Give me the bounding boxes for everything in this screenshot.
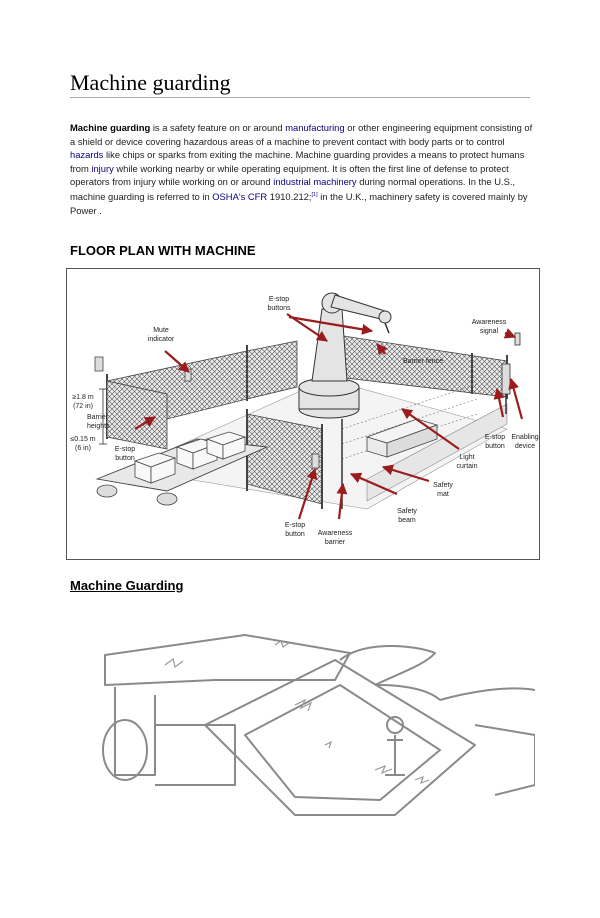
page-title: Machine guarding: [70, 70, 231, 95]
label-safety-mat: Safety: [433, 482, 453, 489]
label-awareness-signal-2: signal: [479, 328, 499, 335]
label-light-curtain: Light: [459, 454, 475, 461]
label-height-high: ≥1.8 m: [72, 394, 94, 401]
label-enabling-device-2: device: [514, 443, 536, 450]
machine-guarding-heading: Machine Guarding: [70, 578, 184, 593]
label-mute-indicator-2: indicator: [147, 336, 175, 343]
label-estop-buttons-2: buttons: [267, 305, 291, 312]
label-estop-buttons: E-stop: [268, 296, 290, 303]
intro-text: is a safety feature on or around: [150, 122, 286, 133]
link-hazards[interactable]: hazards: [70, 149, 104, 161]
link-osha-cfr[interactable]: OSHA's CFR: [212, 191, 268, 203]
intro-text: 1910.212;: [267, 191, 312, 203]
label-height-high-2: (72 in): [73, 403, 93, 410]
label-height-low: ≤0.15 m: [70, 436, 96, 443]
intro-term: Machine guarding: [70, 122, 151, 133]
label-awareness-barrier: Awareness: [317, 530, 353, 537]
label-awareness-signal: Awareness: [471, 319, 507, 326]
floor-plan-heading: FLOOR PLAN WITH MACHINE: [70, 243, 256, 258]
label-safety-mat-2: mat: [437, 491, 449, 498]
label-estop-bottom: E-stop: [284, 522, 306, 529]
label-light-curtain-2: curtain: [456, 463, 478, 470]
link-manufacturing[interactable]: manufacturing: [285, 122, 345, 133]
label-estop-bottom-2: button: [285, 531, 305, 538]
intro-text: in the U.K., machinery safety is covered mainly by Power .: [70, 191, 528, 216]
intro-text: while working nearby or while operating equipment. It is often the first line of defense to protect operators from injury while working on or around: [70, 162, 509, 188]
label-estop-left: E-stop: [114, 446, 136, 453]
label-enabling-device: Enabling: [511, 434, 539, 441]
label-safety-beam-2: beam: [398, 517, 416, 524]
intro-text: during normal operations. In the U.S., machine guarding is referred to in: [70, 176, 516, 203]
awareness-signal-lamp: [515, 333, 520, 345]
estop-box-front: [312, 454, 319, 468]
intro-text: like chips or sparks from exiting the machine. Machine guarding provides a means to protect humans from: [70, 149, 525, 174]
link-industrial-machinery[interactable]: industrial machinery: [273, 176, 357, 188]
intro-paragraph: [70, 121, 540, 217]
title-divider: [70, 97, 530, 98]
fence-back-mid: [247, 341, 297, 399]
label-estop-left-2: button: [115, 455, 135, 462]
floor-plan-figure: [66, 268, 540, 560]
label-barrier-heights: Barrier: [87, 414, 109, 421]
label-mute-indicator: Mute: [153, 327, 169, 334]
fence-back-right: [337, 335, 507, 397]
enabling-device: [502, 364, 510, 394]
label-estop-right-2: button: [485, 443, 505, 450]
floor-plan-illustration: [67, 269, 539, 559]
label-barrier-heights-2: heights: [87, 423, 110, 430]
label-height-low-2: (6 in): [75, 445, 91, 452]
machine-guard-sketch: [95, 625, 535, 820]
footnote-link[interactable]: [1]: [311, 191, 318, 198]
label-safety-beam: Safety: [397, 508, 417, 515]
label-barrier-fence: Barrier fence: [402, 358, 444, 365]
link-injury[interactable]: injury: [91, 162, 114, 174]
intro-text: or other engineering equipment consisting of a shield or device covering hazardous areas of a machine to prevent contact with body parts or to control: [70, 122, 533, 147]
label-estop-right: E-stop: [484, 434, 506, 441]
label-awareness-barrier-2: barrier: [324, 539, 346, 546]
mute-indicator-lamp: [95, 357, 103, 371]
